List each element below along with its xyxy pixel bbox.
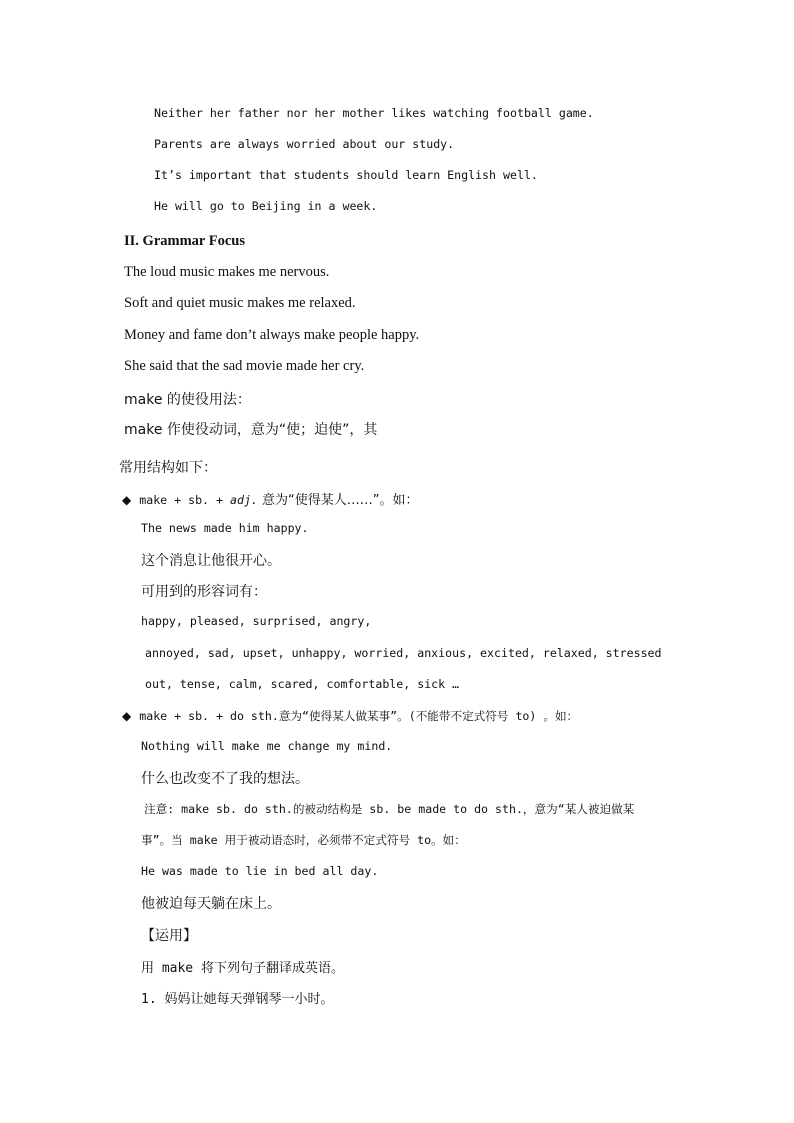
example-sentence-1: Neither her father nor her mother likes watching football game.: [154, 106, 594, 120]
note-line-2: 事”。当 make 用于被动语态时，必须带不定式符号 to。如：: [141, 833, 466, 847]
pattern-adj: adj.: [229, 493, 258, 507]
adjective-list-line-1: happy, pleased, surprised, angry,: [141, 614, 372, 628]
exercise-item-1: 1. 妈妈让她每天弹钢琴一小时。: [141, 992, 334, 1007]
grammar-sentence-3: Money and fame don’t always make people happy.: [124, 327, 420, 343]
example-sentence-2: Parents are always worried about our study.: [154, 137, 455, 151]
exercise-instruction: 用 make 将下列句子翻译成英语。: [141, 961, 344, 976]
usage-intro-line-1: make 作使役动词，意为“使；迫使”，其: [124, 422, 378, 438]
structure-1-example-en: The news made him happy.: [141, 521, 309, 535]
adjective-list-line-3: out, tense, calm, scared, comfortable, sick …: [145, 677, 460, 691]
adjective-list-title: 可用到的形容词有：: [141, 584, 267, 600]
adjective-list-line-2: annoyed, sad, upset, unhappy, worried, anxious, excited, relaxed, stressed: [145, 646, 662, 660]
structure-1-pattern: [122, 489, 419, 508]
example-sentence-3: It’s important that students should learn English well.: [154, 168, 538, 182]
usage-title: make 的使役用法：: [124, 392, 251, 408]
usage-intro-line-2: 常用结构如下：: [119, 460, 217, 476]
example-sentence-4: He will go to Beijing in a week.: [154, 199, 378, 213]
pattern-part: make + sb. +: [139, 493, 230, 507]
pattern-text: make + sb. + do sth.意为“使得某人做某事”。(不能带不定式符号 to) 。如：: [139, 709, 579, 723]
structure-2-pattern: [122, 708, 578, 724]
diamond-bullet-icon: ◆: [122, 493, 132, 507]
pattern-meaning: 意为“使得某人……”。如：: [257, 493, 419, 508]
passive-example-en: He was made to lie in bed all day.: [141, 864, 379, 878]
exercise-title: 【运用】: [141, 928, 197, 944]
note-line-1: 注意: make sb. do sth.的被动结构是 sb. be made to do sth.，意为“某人被迫做某: [144, 802, 635, 816]
structure-2-example-cn: 什么也改变不了我的想法。: [141, 771, 309, 787]
grammar-sentence-4: She said that the sad movie made her cry.: [124, 358, 365, 374]
grammar-focus-heading: II. Grammar Focus: [124, 233, 245, 249]
diamond-bullet-icon: ◆: [122, 709, 132, 723]
passive-example-cn: 他被迫每天躺在床上。: [141, 896, 281, 912]
structure-2-example-en: Nothing will make me change my mind.: [141, 739, 393, 753]
grammar-sentence-1: The loud music makes me nervous.: [124, 264, 330, 280]
structure-1-example-cn: 这个消息让他很开心。: [141, 553, 281, 569]
grammar-sentence-2: Soft and quiet music makes me relaxed.: [124, 295, 356, 311]
